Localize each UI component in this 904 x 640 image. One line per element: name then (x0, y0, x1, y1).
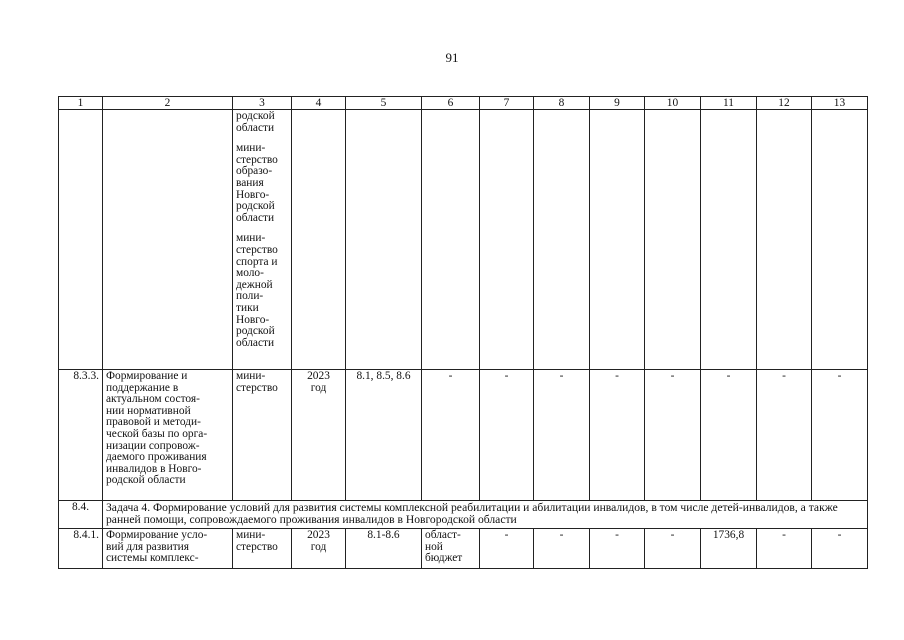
col-header-6: 6 (422, 97, 480, 110)
header-row (59, 97, 868, 110)
cell-num (59, 110, 103, 370)
cell-value (645, 110, 701, 370)
cell-year: 2023 год (292, 370, 346, 501)
cell-executors (233, 110, 292, 370)
cell-value: - (757, 370, 812, 501)
cell-executor: мини- стерство (233, 370, 292, 501)
cell-source (422, 110, 480, 370)
executor-text: мини- стерство образо- вания Новго- родской области (236, 142, 278, 224)
cell-value (480, 110, 534, 370)
table-row (59, 501, 868, 529)
cell-value (757, 110, 812, 370)
task-text: Задача 4. Формирование условий для развития системы комплексной реабилитации и абилитации инвалидов, в том числе детей-инвалидов, а также ранней помощи, сопровождаемого проживания инвалидов в Новгородской области (103, 501, 868, 529)
cell-executor: мини- стерство (233, 529, 292, 569)
cell-num: 8.4. (59, 501, 103, 529)
cell-value: - (590, 370, 645, 501)
cell-value: - (590, 529, 645, 569)
cell-value: - (812, 370, 868, 501)
cell-value: 1736,8 (701, 529, 757, 569)
col-header-7: 7 (480, 97, 534, 110)
cell-value (812, 110, 868, 370)
cell-source: - (422, 370, 480, 501)
col-header-4: 4 (292, 97, 346, 110)
col-header-3: 3 (233, 97, 292, 110)
cell-value: - (757, 529, 812, 569)
col-header-1: 1 (59, 97, 103, 110)
col-header-5: 5 (346, 97, 422, 110)
cell-num: 8.3.3. (59, 370, 103, 501)
col-header-10: 10 (645, 97, 701, 110)
cell-value (534, 110, 590, 370)
table-row (59, 110, 868, 370)
col-header-13: 13 (812, 97, 868, 110)
cell-name (103, 110, 233, 370)
cell-indicators (346, 110, 422, 370)
cell-value: - (645, 370, 701, 501)
col-header-8: 8 (534, 97, 590, 110)
cell-value (590, 110, 645, 370)
executor-text: родской области (236, 110, 275, 134)
cell-value: - (534, 529, 590, 569)
cell-year (292, 110, 346, 370)
cell-indicators: 8.1-8.6 (346, 529, 422, 569)
cell-name: Формирование усло- вий для развития системы комплекс- (103, 529, 233, 569)
table-row (59, 370, 868, 501)
page-number: 91 (445, 50, 459, 65)
cell-value: - (812, 529, 868, 569)
col-header-2: 2 (103, 97, 233, 110)
cell-value: - (480, 529, 534, 569)
col-header-12: 12 (757, 97, 812, 110)
cell-num: 8.4.1. (59, 529, 103, 569)
col-header-9: 9 (590, 97, 645, 110)
cell-value: - (701, 370, 757, 501)
col-header-11: 11 (701, 97, 757, 110)
cell-value (701, 110, 757, 370)
cell-indicators: 8.1, 8.5, 8.6 (346, 370, 422, 501)
executor-text: мини- стерство спорта и моло- дежной поли- тики Новго- родской области (236, 232, 278, 349)
cell-value: - (534, 370, 590, 501)
cell-value: - (645, 529, 701, 569)
cell-name: Формирование и поддержание в актуальном состоя- нии нормативной правовой и методи- ческой базы по орга- низации сопровож- даемого проживания инвалидов в Новго- родской области (103, 370, 233, 501)
cell-year: 2023 год (292, 529, 346, 569)
cell-source: област- ной бюджет (422, 529, 480, 569)
table-row (59, 529, 868, 569)
program-table (58, 96, 868, 569)
cell-value: - (480, 370, 534, 501)
